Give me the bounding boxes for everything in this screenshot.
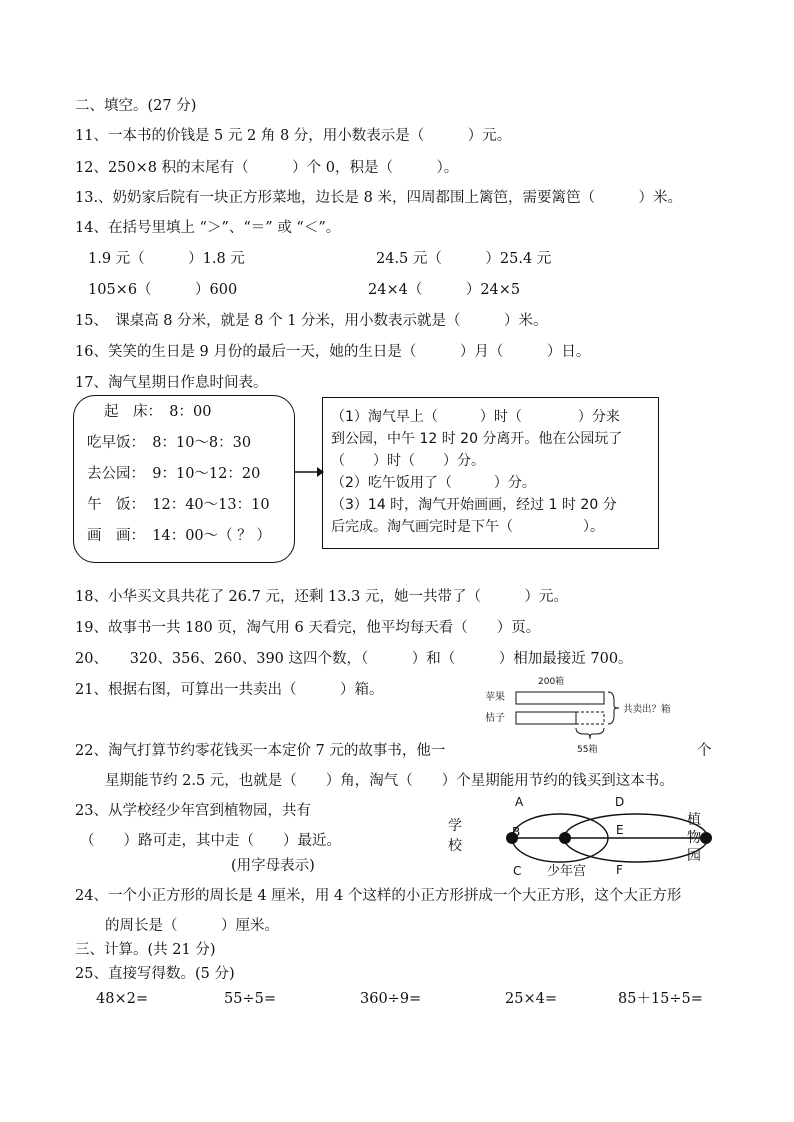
question-23-a: 23、从学校经少年宫到植物园，共有	[75, 803, 311, 819]
garden-label: 植	[687, 812, 701, 828]
schedule-row: 去公园： 9：10～12：20	[87, 466, 261, 482]
garden-label: 园	[687, 848, 701, 864]
question-12: 12、250×8 积的末尾有（ ）个 0，积是（ ）。	[75, 160, 459, 176]
top-label: 200箱	[538, 677, 565, 687]
question-22-b: 星期能节约 2.5 元，也就是（ ）角，淘气（ ）个星期能用节约的钱买到这本书。	[105, 773, 674, 789]
question-20: 20、 320、356、260、390 这四个数，（ ）和（ ）相加最接近 700。	[75, 651, 633, 667]
question-22-a: 22、淘气打算节约零花钱买一本定价 7 元的故事书，他一	[75, 743, 446, 759]
palace-label: 少年宫	[547, 864, 587, 879]
question-19: 19、故事书一共 180 页，淘气用 6 天看完，他平均每天看（ ）页。	[75, 620, 541, 636]
question-18: 18、小华买文具共花了 26.7 元，还剩 13.3 元，她一共带了（ ）元。	[75, 589, 568, 605]
q17-line: （3）14 时，淘气开始画画，经过 1 时 20 分	[331, 497, 617, 513]
question-22-tail: 个	[697, 743, 712, 759]
schedule-row: 画 画： 14：00～（ ？ ）	[87, 528, 271, 544]
diff-label: 55箱	[577, 745, 598, 755]
orange-label: 桔子	[485, 713, 505, 724]
question-14-item: 24.5 元（ ）25.4 元	[376, 251, 552, 267]
school-label: 学	[448, 818, 462, 834]
orange-bar	[516, 712, 576, 724]
q21-bar-diagram	[480, 674, 695, 758]
question-14-item: 1.9 元（ ）1.8 元	[88, 251, 245, 267]
total-label: 共卖出？箱	[623, 704, 671, 715]
schedule-box	[73, 395, 295, 563]
calc-item: 85＋15÷5=	[618, 991, 703, 1007]
question-15: 15、 课桌高 8 分米，就是 8 个 1 分米，用小数表示就是（ ）米。	[75, 313, 548, 329]
question-24-b: 的周长是（ ）厘米。	[105, 918, 279, 934]
question-16: 16、笑笑的生日是 9 月份的最后一天，她的生日是（ ）月（ ）日。	[75, 344, 591, 360]
garden-dot	[700, 832, 712, 844]
question-14-item: 24×4（ ）24×5	[368, 282, 521, 298]
palace-dot	[559, 832, 571, 844]
question-23-c: (用字母表示)	[231, 858, 315, 874]
route-c: C	[513, 864, 522, 878]
q23-route-diagram	[440, 790, 715, 880]
question-25: 25、直接写得数。(5 分)	[75, 966, 235, 982]
section2-header: 二、填空。(27 分)	[75, 98, 197, 114]
question-14: 14、在括号里填上 “＞”、“＝” 或 “＜”。	[75, 220, 341, 236]
question-17: 17、淘气星期日作息时间表。	[75, 375, 268, 391]
route-e: E	[616, 823, 624, 837]
school-label: 校	[448, 838, 462, 854]
route-d: D	[615, 795, 625, 809]
question-13: 13.、奶奶家后院有一块正方形菜地，边长是 8 米，四周都围上篱笆，需要篱笆（ ）米。	[75, 190, 682, 206]
section3-header: 三、计算。(共 21 分)	[75, 942, 216, 958]
route-b: B	[512, 825, 521, 839]
calc-item: 25×4=	[505, 991, 557, 1007]
q17-line: 后完成。淘气画完时是下午（ ）。	[331, 519, 604, 535]
calc-item: 48×2=	[96, 991, 148, 1007]
schedule-row: 吃早饭： 8：10～8：30	[87, 435, 252, 451]
diff-brace	[576, 728, 604, 739]
question-23-b: （ ）路可走，其中走（ ）最近。	[80, 833, 341, 849]
question-17-box	[322, 397, 659, 549]
q17-line: 到公园，中午 12 时 20 分离开。他在公园玩了	[331, 431, 623, 447]
route-a: A	[515, 795, 524, 809]
apple-bar	[516, 692, 604, 704]
question-21: 21、根据右图，可算出一共卖出（ ）箱。	[75, 682, 384, 698]
calc-item: 360÷9=	[360, 991, 422, 1007]
question-11: 11、一本书的价钱是 5 元 2 角 8 分，用小数表示是（ ）元。	[75, 128, 512, 144]
question-14-item: 105×6（ ）600	[88, 282, 238, 298]
q17-line: （1）淘气早上（ ）时（ ）分来	[331, 409, 620, 425]
route-f: F	[616, 863, 623, 877]
diff-dashed	[576, 712, 604, 724]
question-24-a: 24、一个小正方形的周长是 4 厘米，用 4 个这样的小正方形拼成一个大正方形，这个大正方形	[75, 888, 682, 904]
arrow-icon	[293, 465, 325, 479]
calc-item: 55÷5=	[224, 991, 276, 1007]
q17-line: （2）吃午饭用了（ ）分。	[331, 475, 536, 491]
garden-label: 物	[687, 830, 701, 846]
total-brace	[608, 692, 619, 724]
q17-line: （ ）时（ ）分。	[331, 453, 485, 469]
schedule-row: 起 床： 8：00	[104, 404, 212, 420]
schedule-row: 午 饭： 12：40～13：10	[87, 497, 270, 513]
apple-label: 苹果	[485, 692, 505, 703]
